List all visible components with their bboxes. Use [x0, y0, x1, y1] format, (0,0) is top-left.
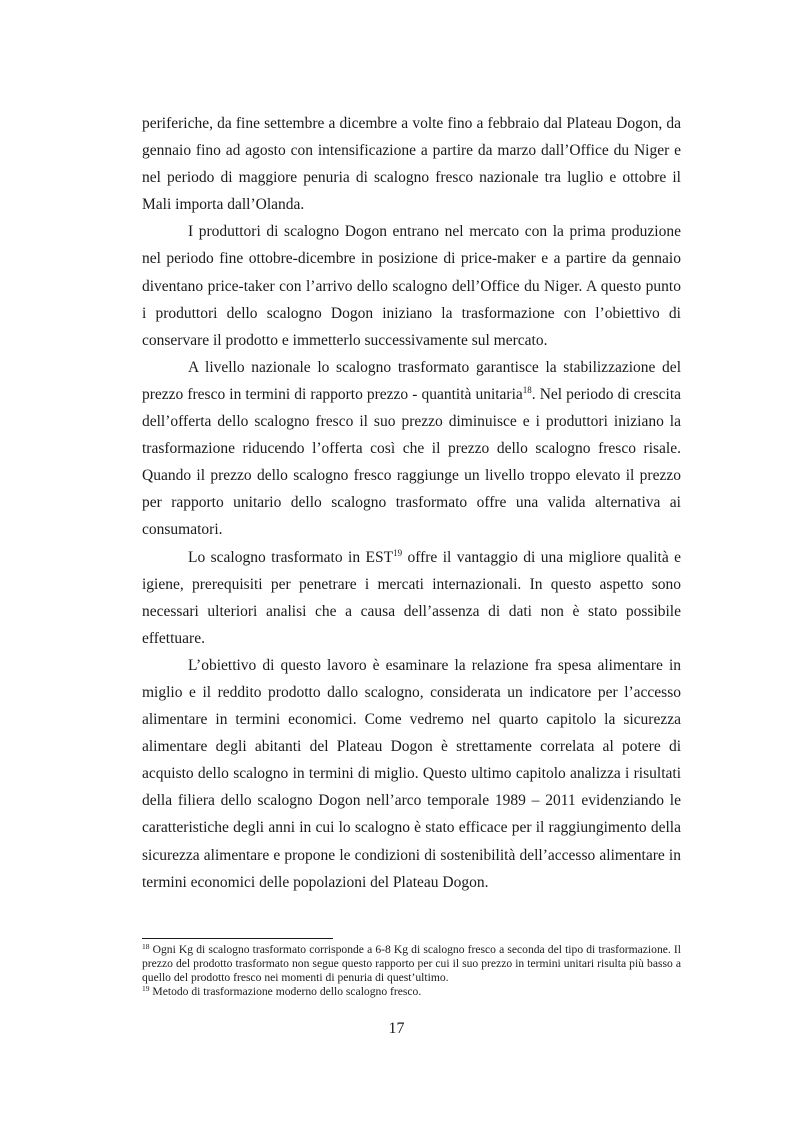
- paragraph-text: . Nel periodo di crescita dell’offerta dello scalogno fresco il suo prezzo diminuisce e i produttori iniziano la trasformazione riducendo l’offerta così che il prezzo dello scalogno fresco risale. Quando il prezzo dello scalogno fresco raggiunge un livello troppo elevato il prezzo per rapporto unitario dello scalogno trasformato offre una valida alternativa ai consumatori.: [142, 385, 682, 539]
- footnote-ref-19[interactable]: 19: [393, 547, 403, 558]
- paragraph: [142, 544, 681, 652]
- paragraph: [142, 218, 681, 353]
- page-number: 17: [388, 1020, 405, 1037]
- paragraph-text: periferiche, da fine settembre a dicembre a volte fino a febbraio dal Plateau Dogon, da gennaio fino ad agosto con intensificazione a partire da marzo dall’Office du Niger e nel periodo di maggiore penuria di scalogno fresco nazionale tra luglio e ottobre il Mali importa dall’Olanda.: [142, 115, 681, 214]
- footnote-19: [142, 985, 681, 999]
- footnote-divider: [142, 938, 333, 939]
- body-text: [142, 110, 681, 896]
- paragraph: [142, 652, 681, 896]
- paragraph-text: Lo scalogno trasformato in EST: [188, 548, 394, 566]
- footnote-number: 19: [142, 984, 150, 993]
- footnote-18: [142, 943, 681, 985]
- paragraph: [142, 110, 681, 218]
- footnote-number: 18: [142, 942, 150, 951]
- footnote-text: Ogni Kg di scalogno trasformato corrisponde a 6-8 Kg di scalogno fresco a seconda del tipo di trasformazione. Il prezzo del prodotto trasformato non segue questo rapporto per cui il suo prezzo in termini unitari risulta più basso a quello del prodotto fresco nei momenti di penuria di quest’ultimo.: [142, 943, 681, 984]
- paragraph-text: L’obiettivo di questo lavoro è esaminare la relazione fra spesa alimentare in miglio e il reddito prodotto dallo scalogno, considerata un indicatore per l’accesso alimentare in termini economici. Come vedremo nel quarto capitolo la sicurezza alimentare degli abitanti del Plateau Dogon è strettamente correlata al potere di acquisto dello scalogno in termini di miglio. Questo ultimo capitolo analizza i risultati della filiera dello scalogno Dogon nell’arco temporale 1989 – 2011 evidenziando le caratteristiche degli anni in cui lo scalogno è stato efficace per il raggiungimento della sicurezza alimentare e propone le condizioni di sostenibilità dell’accesso alimentare in termini economici delle popolazioni del Plateau Dogon.: [142, 656, 681, 891]
- footnote-ref-18[interactable]: 18: [522, 384, 532, 395]
- paragraph-text: I produttori di scalogno Dogon entrano nel mercato con la prima produzione nel periodo fine ottobre-dicembre in posizione di price-maker e a partire da gennaio diventano price-taker con l’arrivo dello scalogno dell’Office du Niger. A questo punto i produttori dello scalogno Dogon iniziano la trasformazione con l’obiettivo di conservare il prodotto e immetterlo successivamente sul mercato.: [142, 223, 681, 349]
- paragraph-text: A livello nazionale lo scalogno trasformato garantisce la stabilizzazione del prezzo fresco in termini di rapporto prezzo - quantità unitaria: [142, 358, 681, 403]
- paragraph: [142, 354, 681, 544]
- footnotes: [142, 943, 681, 999]
- paragraph-text: offre il vantaggio di una migliore qualità e igiene, prerequisiti per penetrare i mercati internazionali. In questo aspetto sono necessari ulteriori analisi che a causa dell’assenza di dati non è stato possibile effettuare.: [142, 548, 681, 647]
- footnote-text: Metodo di trasformazione moderno dello scalogno fresco.: [149, 985, 422, 998]
